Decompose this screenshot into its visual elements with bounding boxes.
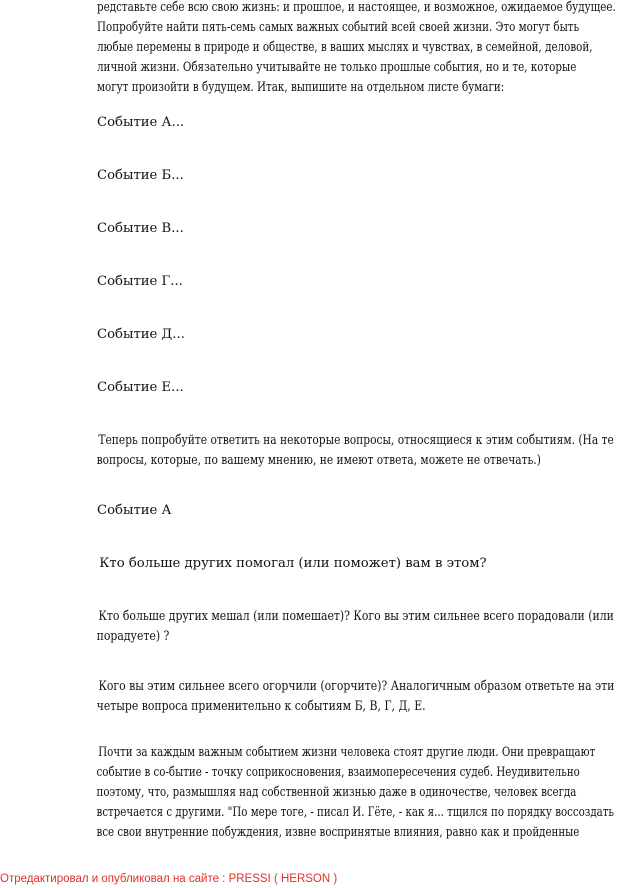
intro-line: могут произойти в будущем. Итак, выпишите на отдельном листе бумаги: [97,80,505,95]
event-v-item: Событие В... [97,221,184,236]
intro-paragraph [97,0,616,98]
intro-line: редставьте себе всю свою жизнь: и прошлое, и настоящее, и возможное, ожидаемое будущее. [97,0,616,15]
intro-line: любые перемены в природе и обществе, в ваших мыслях и чувствах, в семейной, деловой, [97,40,593,55]
event-a-heading: Событие А [97,503,172,518]
event-g-item: Событие Г... [97,274,183,289]
question-line: порадуете) ? [96,629,170,644]
intro-line: личной жизни. Обязательно учитывайте не только прошлые события, но и те, которые [97,60,577,75]
question-upset-paragraph [95,677,615,717]
closing-line: Почти за каждым важным событием жизни человека стоят другие люди. Они превращают [95,745,596,760]
question-line: Кого вы этим сильнее всего огорчили (огорчите)? Аналогичным образом ответьте на эти [95,679,615,694]
question-helped: Кто больше других помогал (или поможет) вам в этом? [95,556,487,571]
event-d-item: Событие Д... [97,327,185,342]
closing-line: событие в со-бытие - точку соприкосновения, взаимопересечения судеб. Неудивительно [96,765,580,780]
questions-intro-paragraph [95,431,614,471]
event-b-item: Событие Б... [97,168,184,183]
closing-line: поэтому, что, размышляя над собственной жизнью даже в одиночестве, человек всегда [96,785,577,800]
closing-line: все свои внутренние побуждения, извне воспринятые влияния, равно как и пройденные [96,825,580,840]
publisher-footer: Отредактировал и опубликовал на сайте : PRESSI ( HERSON ) [0,873,338,885]
event-e-item: Событие Е... [97,380,184,395]
question-line: Кто больше других мешал (или помешает)? Кого вы этим сильнее всего порадовали (или [95,609,614,624]
questions-intro-line: вопросы, которые, по вашему мнению, не имеют ответа, можете не отвечать.) [96,453,541,468]
questions-intro-line: Теперь попробуйте ответить на некоторые вопросы, относящиеся к этим событиям. (На те [95,433,614,448]
intro-line: Попробуйте найти пять-семь самых важных событий всей своей жизни. Это могут быть [97,20,580,35]
closing-line: встречается с другими. "По мере тоге, - писал И. Гёте, - как я... тщился по порядку воссоздать [96,805,614,820]
question-hindered-paragraph [95,607,614,647]
event-a-item: Событие А... [97,115,185,130]
question-line: четыре вопроса применительно к событиям Б, В, Г, Д, Е. [96,699,426,714]
closing-paragraph [95,743,614,843]
